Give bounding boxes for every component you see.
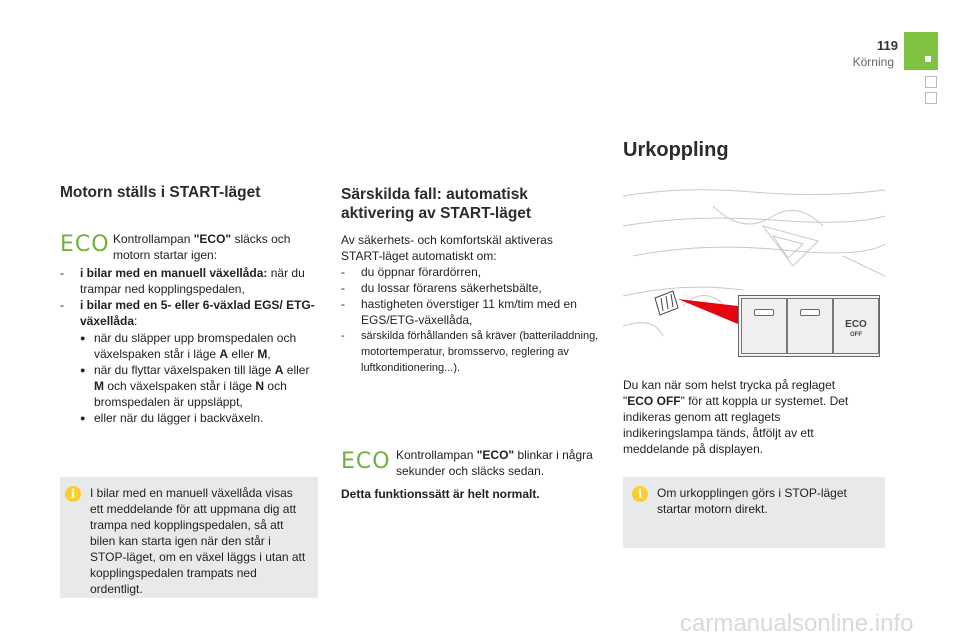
chapter-marker [925, 76, 937, 88]
section-heading-special: Särskilda fall: automatisk aktivering av START-läget [341, 186, 532, 222]
list-item: - du öppnar förardörren, [341, 265, 482, 279]
blink-text: Kontrollampan "ECO" blinkar i några sekunder och släcks sedan. [396, 448, 593, 478]
panel-button[interactable] [787, 298, 833, 354]
special-cases-list [341, 264, 603, 376]
eco-off-label: ECO [845, 319, 867, 330]
eco-indicator-icon: ECO [341, 449, 391, 474]
start-intro: Kontrollampan "ECO" släcks och motorn startar igen: [113, 232, 291, 262]
section-heading-start: Motorn ställs i START-läget [60, 184, 261, 201]
section-name: Körning [852, 55, 894, 69]
note-text: Om urkopplingen görs i STOP-läget startar motorn direkt. [657, 486, 847, 516]
eco-indicator-icon: ECO [60, 232, 110, 257]
watermark: carmanualsonline.info [680, 610, 914, 637]
disable-text: Du kan när som helst trycka på reglaget "ECO OFF" för att koppla ur systemet. Det indikeras genom att reglagets indikeringslampa tänds, åtföljt av ett meddelande på displayen. [623, 378, 849, 456]
section-heading-disable: Urkoppling [623, 139, 729, 161]
note-text: I bilar med en manuell växellåda visas ett meddelande för att uppmana dig att trampa ned kopplingspedalen, så att bilen kan starta igen när den står i STOP-läget, om en växel läggs i utan att kopplingspedalen trampats ned ordentligt. [90, 486, 306, 596]
info-note-manual [60, 477, 318, 598]
page-number: 119 [877, 38, 898, 53]
info-note-stop [623, 477, 885, 548]
list-item: ● eller när du lägger i backväxeln. [80, 411, 264, 425]
list-item: - särskilda förhållanden så kräver (batteriladdning, motortemperatur, bromsservo, reglering av luftkonditionering...). [341, 330, 599, 374]
list-item: - i bilar med en manuell växellåda: när du trampar ned kopplingspedalen, [60, 266, 305, 296]
chapter-tab [904, 32, 938, 70]
start-conditions-list [60, 265, 322, 426]
info-icon: i [632, 486, 648, 502]
switch-panel [738, 295, 880, 357]
chapter-marker [925, 92, 937, 104]
info-icon: i [65, 486, 81, 502]
list-item: - du lossar förarens säkerhetsbälte, [341, 281, 542, 295]
list-item: ● när du flyttar växelspaken till läge A eller M och växelspaken står i läge N och bromspedalen är uppsläppt, [80, 363, 310, 409]
eco-off-sub: OFF [850, 332, 862, 338]
list-item: - i bilar med en 5- eller 6-växlad EGS/ ETG-växellåda: ● när du släpper upp bromspedalen och växelspaken står i läge A eller M, ● när du flyttar växelspaken till läge A eller M och växelspaken står i läge N och bromspedalen är uppsläppt, ● eller när du lägger i backväxeln. [60, 297, 322, 426]
special-intro: Av säkerhets- och komfortskäl aktiveras START-läget automatiskt om: [341, 233, 553, 263]
normal-note: Detta funktionssätt är helt normalt. [341, 487, 540, 501]
list-item: - hastigheten överstiger 11 km/tim med en EGS/ETG-växellåda, [341, 297, 577, 327]
tab-dot [925, 56, 931, 62]
list-item: ● när du släpper upp bromspedalen och växelspaken står i läge A eller M, [80, 331, 297, 361]
eco-off-button[interactable] [833, 298, 879, 354]
panel-button[interactable] [741, 298, 787, 354]
pointer-arrow [678, 299, 738, 324]
